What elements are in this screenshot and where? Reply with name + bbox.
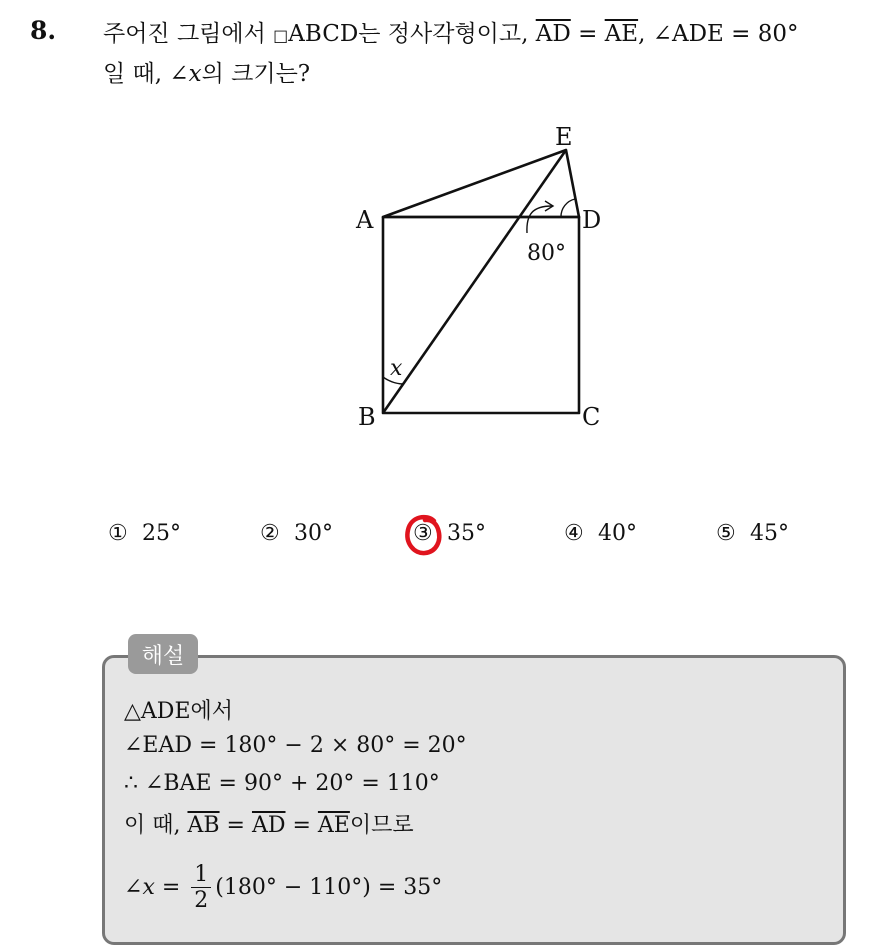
fraction-one-half bbox=[191, 862, 211, 914]
equals-sign: = bbox=[285, 813, 318, 838]
angle-label-80: 80° bbox=[527, 241, 566, 266]
choice-4[interactable] bbox=[564, 521, 637, 546]
solution-line-1: △ADE에서 bbox=[124, 699, 234, 724]
angle-arc-d bbox=[561, 199, 575, 217]
question-text-part: , ∠ADE = 80° bbox=[638, 21, 799, 47]
choice-value: 35° bbox=[447, 521, 486, 546]
choice-mark: ④ bbox=[564, 521, 584, 546]
square-symbol: □ bbox=[273, 26, 289, 45]
choice-mark: ③ bbox=[413, 521, 433, 546]
solution-text-part: (180° − 110°) = 35° bbox=[215, 874, 443, 900]
question-text-part: 의 크기는? bbox=[201, 61, 311, 87]
angle-arrow-stem bbox=[527, 206, 552, 233]
geometry-figure bbox=[340, 118, 620, 438]
vertex-label-d: D bbox=[582, 206, 602, 234]
angle-label-x: x bbox=[390, 356, 403, 381]
segment-ae: $\overline{AE}$ bbox=[604, 21, 639, 47]
fraction-numerator: 1 bbox=[191, 862, 211, 888]
segment-ad: $\overline{AD}$ bbox=[535, 21, 571, 47]
equals-sign: = bbox=[219, 813, 252, 838]
solution-tag: 해설 bbox=[128, 634, 198, 674]
solution-text-part: 이 때, bbox=[124, 813, 188, 838]
triangle-ade bbox=[383, 150, 579, 217]
question-text-line1 bbox=[103, 15, 799, 48]
solution-text-part: ∠ bbox=[124, 874, 143, 900]
vertex-label-c: C bbox=[582, 403, 601, 431]
solution-line-2: ∠EAD = 180° − 2 × 80° = 20° bbox=[124, 733, 467, 758]
choice-value: 45° bbox=[750, 521, 789, 546]
question-number: 8. bbox=[30, 16, 57, 45]
choice-value: 25° bbox=[142, 521, 181, 546]
angle-variable: x bbox=[188, 61, 202, 87]
choice-5[interactable] bbox=[716, 521, 789, 546]
choice-value: 30° bbox=[294, 521, 333, 546]
fraction-denominator: 2 bbox=[194, 888, 209, 914]
solution-text-part: 이므로 bbox=[349, 813, 414, 838]
segment-ab: $\overline{AB}$ bbox=[187, 813, 220, 838]
question-text-part: 일 때, ∠ bbox=[103, 61, 189, 87]
correct-answer-circle-mark bbox=[403, 510, 445, 560]
choice-2[interactable] bbox=[260, 521, 333, 546]
question-text-line2 bbox=[103, 55, 310, 88]
choice-mark: ① bbox=[108, 521, 128, 546]
vertex-label-a: A bbox=[356, 206, 374, 234]
vertex-label-b: B bbox=[358, 403, 376, 431]
question-text-part: ABCD는 정사각형이고, bbox=[288, 21, 536, 47]
choice-1[interactable] bbox=[108, 521, 181, 546]
solution-line-3: ∴ ∠BAE = 90° + 20° = 110° bbox=[124, 771, 440, 796]
angle-variable: x bbox=[142, 874, 155, 900]
segment-ae: $\overline{AE}$ bbox=[317, 813, 350, 838]
question-text-part: 주어진 그림에서 bbox=[103, 21, 274, 47]
vertex-label-e: E bbox=[555, 123, 573, 151]
choice-value: 40° bbox=[598, 521, 637, 546]
solution-text-part: = bbox=[154, 874, 188, 900]
solution-line-5 bbox=[124, 862, 442, 914]
segment-ad: $\overline{AD}$ bbox=[251, 813, 286, 838]
equals-sign: = bbox=[570, 21, 605, 47]
choice-mark: ② bbox=[260, 521, 280, 546]
solution-line-4 bbox=[124, 808, 414, 839]
segment-be bbox=[383, 150, 566, 413]
choice-mark: ⑤ bbox=[716, 521, 736, 546]
